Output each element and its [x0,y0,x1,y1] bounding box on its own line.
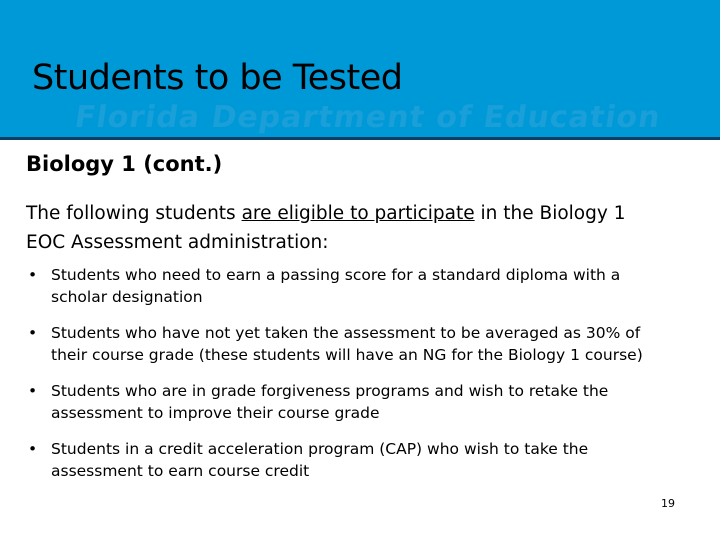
page-title: Students to be Tested [32,58,403,98]
bullet-text: Students who need to earn a passing score for a standard diploma with a scholar designation [51,266,621,306]
section-heading: Biology 1 (cont.) [26,152,223,176]
intro-suffix: in the Biology 1 EOC Assessment administration: [26,203,626,253]
bullet-marker: • [28,266,38,284]
bullet-item [26,264,666,308]
header-watermark: Florida Department of Education [72,100,663,135]
intro-paragraph [26,199,646,257]
bullet-item [26,438,666,482]
intro-emphasis: are eligible to participate [241,203,475,224]
slide-number: 19 [661,497,675,510]
bullet-text: Students who are in grade forgiveness programs and wish to retake the assessment to improve their course grade [51,382,609,422]
bullet-text: Students in a credit acceleration program (CAP) who wish to take the assessment to earn course credit [51,440,589,480]
bullet-marker: • [28,324,38,342]
bullet-text: Students who have not yet taken the assessment to be averaged as 30% of their course grade (these students will have an NG for the Biology 1 course) [51,324,643,364]
bullet-marker: • [28,382,38,400]
bullet-marker: • [28,440,38,458]
bullet-item [26,322,666,366]
header-divider [0,137,720,140]
bullet-list [26,264,666,496]
intro-prefix: The following students [26,203,242,224]
bullet-item [26,380,666,424]
